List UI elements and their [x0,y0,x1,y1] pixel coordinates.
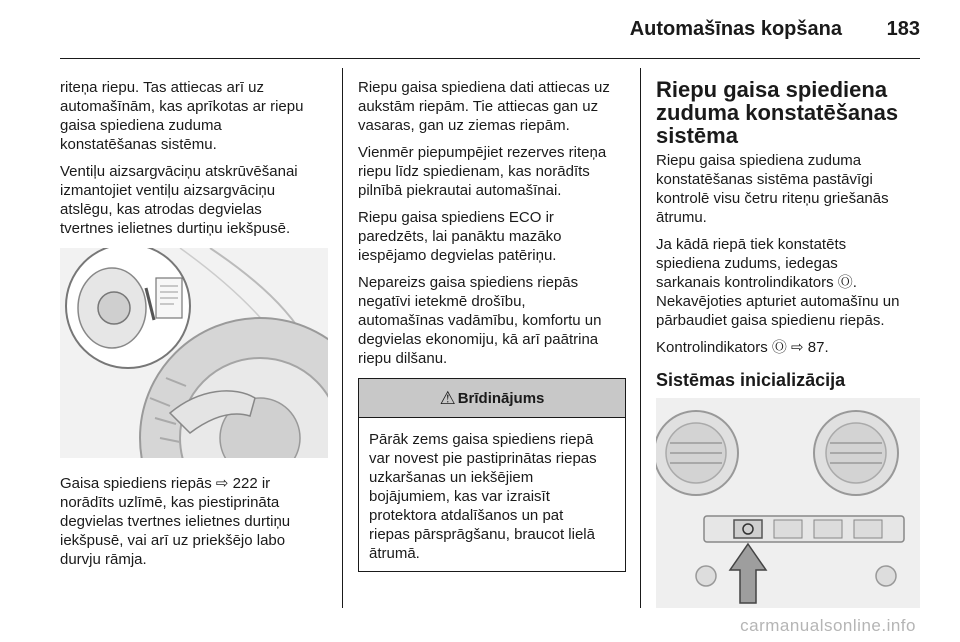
paragraph: Kontrolindikators Ⓞ ⇨ 87. [656,339,829,356]
subsection-heading: Sistēmas inicializācija [656,370,846,390]
section-heading: Riepu gaisa spiediena zuduma konstatēšanas sistēma [656,77,899,148]
paragraph: Riepu gaisa spiediena zuduma konstatēšanas sistēma pastāvīgi kontrolē visu četru riteņu griešanās ātrumu. [656,152,889,226]
page-header-title: Automašīnas kopšana [629,18,842,40]
column-divider-2 [640,68,641,608]
fuel-door-tyre-drawing [60,248,328,458]
paragraph: Riepu gaisa spiediena dati attiecas uz aukstām riepām. Tie attiecas gan uz vasaras, gan uz ziemas riepām. [358,79,610,134]
paragraph: Gaisa spiediens riepās ⇨ 222 ir norādīts uzlīmē, kas piestiprināta degvielas tvertnes ielietnes durtiņu iekšpusē, vai arī uz priekšējo labo durvju rāmja. [60,475,291,568]
warning-box [358,378,626,572]
paragraph: Nepareizs gaisa spiediens riepās negatīvi ietekmē drošību, automašīnas vadāmību, komfortu un degvielas ekonomiju, kā arī paātrina riepu dilšanu. [358,274,602,367]
warning-header [359,379,625,418]
paragraph: Ja kādā riepā tiek konstatēts spiediena zudums, iedegas sarkanais kontrolindikators Ⓞ. Nekavējoties apturiet automašīnu un pārbaudiet gaisa spiedienu riepās. [656,236,900,329]
warning-title: Brīdinājums [457,389,545,407]
page-number: 183 [886,18,920,40]
warning-triangle-icon: ⚠ [439,387,456,408]
warning-text: Pārāk zems gaisa spiediens riepā var novest pie pastiprinātas riepas uzkaršanas un iekšējiem bojājumiem, kas var izraisīt protektora atdalīšanos un pat riepas pārsprāgšanu, braucot lielā ātrumā. [369,431,597,562]
column-1 [60,78,328,577]
paragraph: riteņa riepu. Tas attiecas arī uz automašīnām, kas aprīkotas ar riepu gaisa spiediena zuduma konstatēšanas sistēmu. [60,79,304,153]
paragraph: Riepu gaisa spiediens ECO ir paredzēts, lai panāktu mazāko iespējamo degvielas patēriņu. [358,209,562,264]
paragraph: Vienmēr piepumpējiet rezerves riteņa riepu līdz spiedienam, kas norādīts pilnībā piekrautai automašīnai. [358,144,607,199]
paragraph: Ventiļu aizsargvāciņu atskrūvēšanai izmantojiet ventiļu aizsargvāciņu atslēgu, kas atrodas degvielas tvertnes ielietnes durtiņu iekšpusē. [60,163,298,237]
column-3 [656,78,926,608]
fuel-door-tyre-illustration [60,248,328,458]
watermark: carmanualsonline.info [740,616,916,635]
header-rule [60,58,920,59]
dashboard-button-illustration [656,398,920,608]
dashboard-drawing [656,398,920,608]
column-2 [358,78,626,572]
column-divider-1 [342,68,343,608]
